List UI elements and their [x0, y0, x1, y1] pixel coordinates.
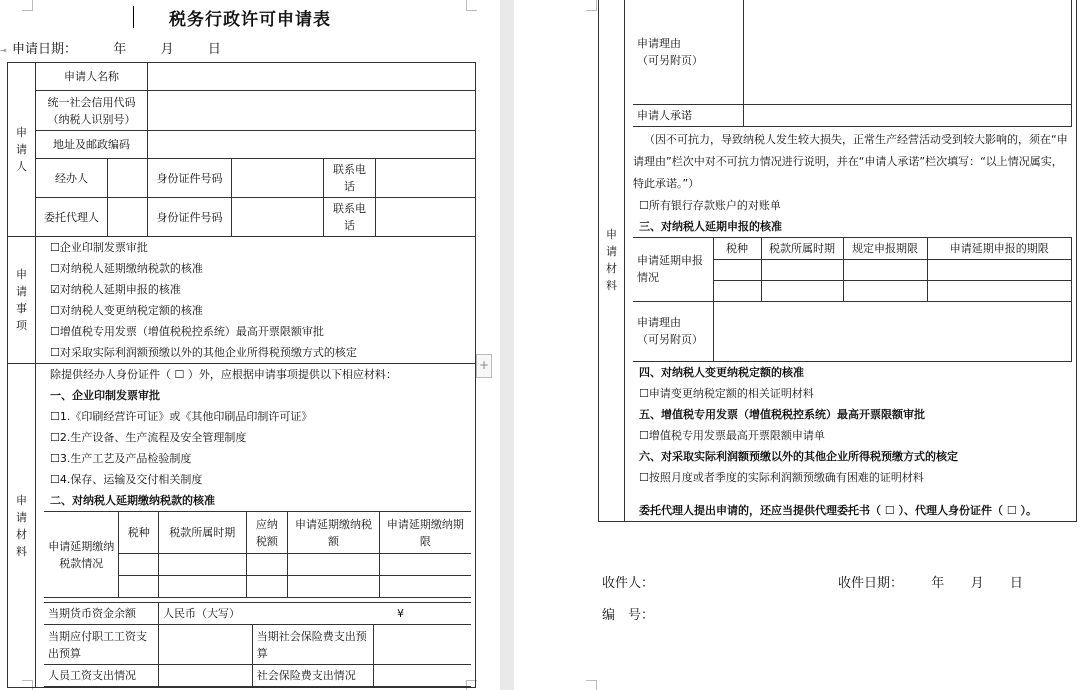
agent-phone-label: 联系电话	[324, 198, 376, 237]
receive-date-line	[838, 572, 1023, 591]
number-label: 编 号：	[602, 608, 655, 623]
section-5-heading: 五、增值税专用发票（增值税税控系统）最高开票限额审批	[639, 407, 925, 421]
table-header: 申请延期申报的期限	[927, 237, 1072, 259]
yen-symbol: ¥	[397, 607, 405, 620]
material-item[interactable]: ☐申请变更纳税定额的相关证明材料	[639, 386, 814, 400]
address-field[interactable]	[148, 131, 476, 159]
credit-code-field[interactable]	[148, 91, 476, 131]
matter-option-vat-invoice-limit[interactable]: ☐增值税专用发票（增值税税控系统）最高开票限额审批	[50, 325, 324, 338]
section-2-heading: 二、对纳税人延期缴纳税款的核准	[50, 494, 215, 507]
reason2-field[interactable]	[713, 301, 1072, 361]
wage-budget-field[interactable]	[159, 625, 253, 665]
handler-phone-field[interactable]	[376, 159, 476, 198]
delay-report-label: 申请延期申报情况	[633, 237, 713, 301]
table-cell[interactable]	[843, 280, 927, 301]
table-cell[interactable]	[761, 259, 843, 280]
cash-balance-field[interactable]	[159, 603, 471, 625]
table-header: 税种	[119, 512, 159, 554]
date-year: 年	[113, 42, 127, 57]
matter-option-invoice-printing[interactable]: ☐企业印制发票审批	[50, 241, 148, 254]
table-cell[interactable]	[927, 259, 1072, 280]
matter-option-change-quota[interactable]: ☐对纳税人变更纳税定额的核准	[50, 304, 203, 317]
section-3-heading: 三、对纳税人延期申报的核准	[639, 219, 782, 233]
section-4-heading: 四、对纳税人变更纳税定额的核准	[639, 365, 804, 379]
material-item[interactable]: ☐4.保存、运输及交付相关制度	[50, 473, 203, 486]
reason-commitment-table	[633, 0, 1072, 127]
budget-table	[44, 602, 471, 687]
handler-id-field[interactable]	[232, 159, 324, 198]
table-cell[interactable]	[119, 576, 159, 598]
materials-section-label-continued: 申请材料	[599, 0, 625, 521]
table-cell[interactable]	[159, 576, 246, 598]
table-cell[interactable]	[761, 280, 843, 301]
table-cell[interactable]	[379, 554, 471, 576]
document-page-2	[514, 0, 1080, 690]
matter-option-delay-payment[interactable]: ☐对纳税人延期缴纳税款的核准	[50, 262, 203, 275]
section-6-heading: 六、对采取实际利润额预缴以外的其他企业所得税预缴方式的核定	[639, 449, 958, 463]
commitment-field[interactable]	[743, 104, 1072, 126]
handler-phone-label: 联系电话	[324, 159, 376, 198]
table-cell[interactable]	[288, 554, 380, 576]
table-cell[interactable]	[159, 554, 246, 576]
delay-payment-table	[44, 511, 471, 598]
table-header: 申请延期缴纳期限	[379, 512, 471, 554]
matters-list	[36, 237, 476, 364]
material-item[interactable]: ☐2.生产设备、生产流程及安全管理制度	[50, 431, 247, 444]
applicant-name-label: 申请人名称	[36, 63, 148, 91]
agent-note: 委托代理人提出申请的，还应当提供代理委托书（ ☐ ）、代理人身份证件（ ☐ ）。	[639, 503, 1038, 517]
table-cell[interactable]	[246, 576, 288, 598]
delay-payment-label: 申请延期缴纳税款情况	[44, 512, 119, 598]
agent-id-field[interactable]	[232, 198, 324, 237]
table-cell[interactable]	[288, 576, 380, 598]
social-actual-field[interactable]	[373, 665, 471, 687]
wage-actual-label: 人员工资支出情况	[44, 665, 159, 687]
materials-cell-continued	[625, 0, 1077, 521]
social-budget-field[interactable]	[373, 625, 471, 665]
receive-month: 月	[970, 576, 984, 591]
document-page-1	[0, 0, 500, 690]
table-header: 申请延期缴纳税额	[288, 512, 380, 554]
address-label: 地址及邮政编码	[36, 131, 148, 159]
date-month: 月	[160, 42, 174, 57]
table-header: 应纳税额	[246, 512, 288, 554]
form-title: 税务行政许可申请表	[169, 10, 331, 30]
receiver-label: 收件人：	[602, 576, 655, 591]
wage-actual-field[interactable]	[159, 665, 253, 687]
reason-field[interactable]	[743, 0, 1072, 104]
table-cell[interactable]	[119, 554, 159, 576]
table-cell[interactable]	[379, 576, 471, 598]
matter-option-delay-report[interactable]: ☑对纳税人延期申报的核准	[50, 283, 181, 296]
agent-field[interactable]	[108, 198, 148, 237]
matters-section-label: 申请事项	[8, 237, 36, 364]
commitment-label: 申请人承诺	[633, 104, 743, 126]
table-header: 税款所属时期	[159, 512, 246, 554]
table-header: 规定申报期限	[843, 237, 927, 259]
reason2-label: 申请理由 （可另附页）	[633, 301, 713, 361]
agent-label: 委托代理人	[36, 198, 108, 237]
rmb-caps-label: 人民币（大写）	[163, 607, 241, 620]
receive-day: 日	[1009, 576, 1023, 591]
handler-id-label: 身份证件号码	[148, 159, 232, 198]
expand-plus-icon[interactable]: +	[476, 354, 492, 378]
date-day: 日	[207, 42, 221, 57]
crop-mark	[466, 0, 477, 11]
force-majeure-note: （因不可抗力，导致纳税人发生较大损失，正常生产经营活动受到较大影响的，须在“申请理由”栏次中对不可抗力情况进行说明，并在“申请人承诺”栏次填写：“以上情况属实，特此承诺。”）	[633, 132, 1068, 190]
bank-statement-item[interactable]: ☐所有银行存款账户的对账单	[639, 198, 781, 212]
date-label: 申请日期：	[12, 42, 78, 57]
application-form-table	[7, 62, 476, 688]
text-boundary-marker: ⇥	[0, 46, 7, 55]
table-cell[interactable]	[713, 259, 761, 280]
table-cell[interactable]	[246, 554, 288, 576]
matter-option-prepay-method[interactable]: ☐对采取实际利润额预缴以外的其他企业所得税预缴方式的核定	[50, 346, 357, 359]
agent-id-label: 身份证件号码	[148, 198, 232, 237]
table-cell[interactable]	[843, 259, 927, 280]
social-budget-label: 当期社会保险费支出预算	[252, 625, 373, 665]
table-header: 税款所属时期	[761, 237, 843, 259]
application-form-table-continued	[598, 0, 1077, 522]
materials-section-label: 申请材料	[8, 364, 36, 688]
applicant-name-field[interactable]	[148, 63, 476, 91]
wage-budget-label: 当期应付职工工资支出预算	[44, 625, 159, 665]
material-item[interactable]: ☐1.《印刷经营许可证》或《其他印刷品印制许可证》	[50, 410, 313, 423]
applicant-section-label: 申请人	[8, 63, 36, 237]
receive-year: 年	[931, 576, 945, 591]
agent-phone-field[interactable]	[376, 198, 476, 237]
table-cell[interactable]	[927, 280, 1072, 301]
materials-intro: 除提供经办人身份证件（ ☐ ）外，应根据申请事项提供以下相应材料：	[50, 368, 397, 381]
social-actual-label: 社会保险费支出情况	[252, 665, 373, 687]
crop-mark	[22, 0, 33, 11]
application-date-line	[12, 38, 221, 57]
materials-cell	[36, 364, 476, 688]
table-header: 税种	[713, 237, 761, 259]
material-item[interactable]: ☐按照月度或者季度的实际利润额预缴确有困难的证明材料	[639, 470, 924, 484]
table-cell[interactable]	[713, 280, 761, 301]
reason-label: 申请理由 （可另附页）	[633, 0, 743, 104]
text-cursor	[133, 6, 134, 28]
handler-label: 经办人	[36, 159, 108, 198]
delay-report-table	[633, 237, 1072, 362]
crop-mark	[586, 680, 597, 690]
credit-code-label: 统一社会信用代码 （纳税人识别号）	[36, 91, 148, 131]
material-item[interactable]: ☐增值税专用发票最高开票限额申请单	[639, 428, 825, 442]
handler-field[interactable]	[108, 159, 148, 198]
crop-mark	[586, 0, 597, 11]
material-item[interactable]: ☐3.生产工艺及产品检验制度	[50, 452, 192, 465]
cash-balance-label: 当期货币资金余额	[44, 603, 159, 625]
section-1-heading: 一、企业印制发票审批	[50, 389, 160, 402]
receive-date-label: 收件日期：	[838, 576, 904, 591]
